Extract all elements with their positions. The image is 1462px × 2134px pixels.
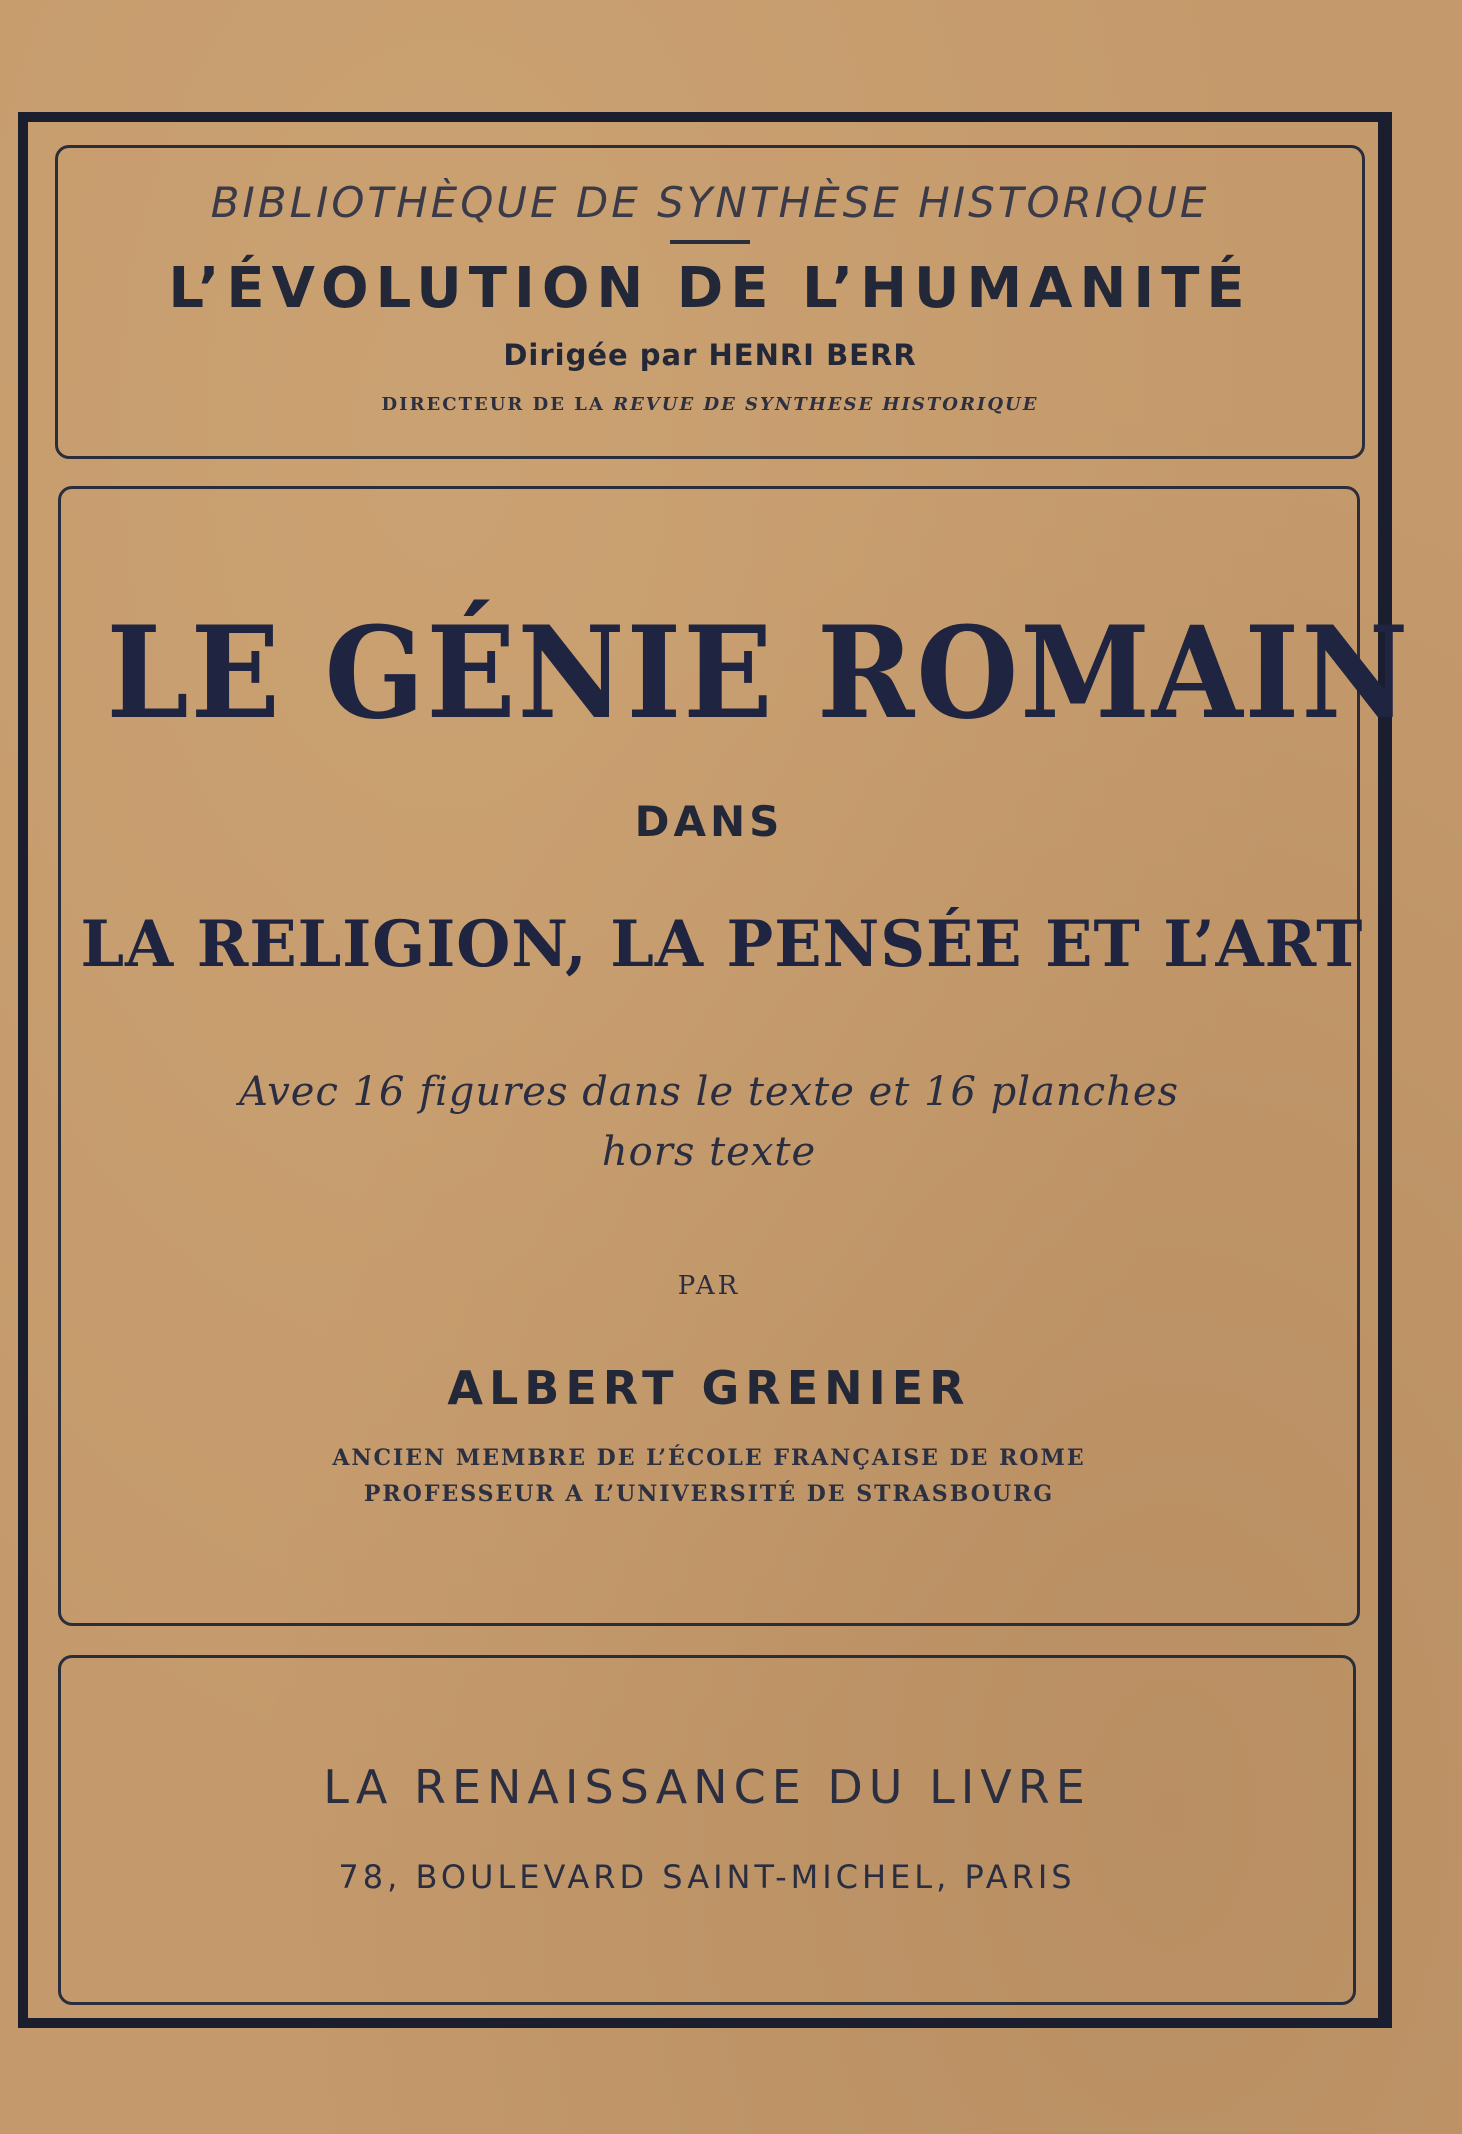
figures-note-line1: Avec 16 figures dans le texte et 16 planches	[238, 1069, 1180, 1115]
title-connector: DANS	[634, 797, 784, 846]
figures-note-line2: hors texte	[601, 1129, 817, 1175]
collection-title: L’ÉVOLUTION DE L’HUMANITÉ	[168, 256, 1252, 321]
author-role-1: ANCIEN MEMBRE DE L’ÉCOLE FRANÇAISE DE ROME	[332, 1445, 1086, 1471]
director-role-journal: REVUE DE SYNTHESE HISTORIQUE	[613, 394, 1039, 415]
author-role-2: PROFESSEUR A L’UNIVERSITÉ DE STRASBOURG	[363, 1481, 1055, 1507]
author-name: ALBERT GRENIER	[447, 1361, 971, 1415]
publisher-panel	[58, 1655, 1356, 2005]
publisher-name: LA RENAISSANCE DU LIVRE	[323, 1760, 1091, 1814]
publisher-address: 78, BOULEVARD SAINT-MICHEL, PARIS	[338, 1858, 1076, 1896]
title-panel	[58, 486, 1411, 1626]
by-label: PAR	[677, 1271, 741, 1301]
book-subtitle: LA RELIGION, LA PENSÉE ET L’ART	[80, 907, 1364, 982]
series-divider	[670, 240, 750, 244]
director-role-prefix: DIRECTEUR DE LA	[381, 394, 605, 415]
series-title: BIBLIOTHÈQUE DE SYNTHÈSE HISTORIQUE	[210, 178, 1210, 227]
director-role	[58, 394, 1362, 415]
book-title: LE GÉNIE ROMAIN	[106, 599, 1411, 747]
director-line: Dirigée par HENRI BERR	[503, 338, 917, 372]
series-panel	[55, 145, 1365, 459]
